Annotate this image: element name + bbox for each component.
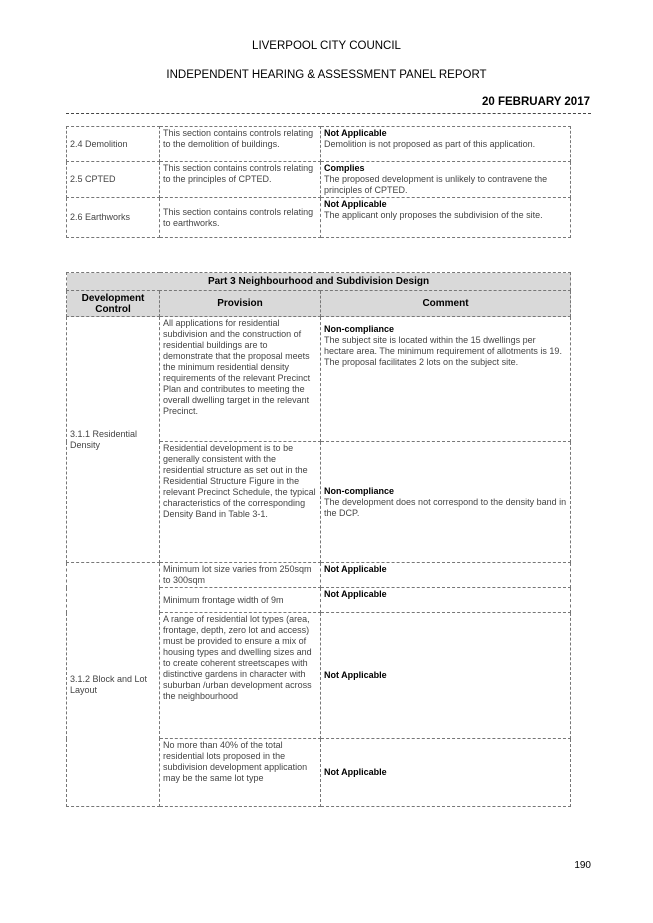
provision-cell: A range of residential lot types (area, frontage, depth, zero lot and access) must be provided to ensure a mix of housing types and dwelling sizes and to create coherent streetscapes with distinctive gardens in character with suburban /urban development across the neighbourhood (160, 613, 321, 739)
page-number: 190 (574, 860, 591, 871)
provision-cell: Minimum frontage width of 9m (160, 588, 321, 613)
control-cell: 3.1.1 Residential Density (67, 317, 160, 563)
header-rule (66, 113, 591, 114)
status-text: Non-compliance (324, 485, 395, 496)
status-text: Complies (324, 163, 365, 173)
comment-cell (321, 127, 571, 162)
report-title: INDEPENDENT HEARING & ASSESSMENT PANEL REPORT (166, 69, 487, 81)
status-text: Not Applicable (321, 739, 571, 807)
control-cell: 2.6 Earthworks (67, 198, 160, 238)
status-text: Not Applicable (321, 563, 571, 588)
column-header: Provision (160, 291, 321, 317)
comment-text: The applicant only proposes the subdivision of the site. (324, 210, 543, 220)
table-row (67, 317, 571, 442)
table-part3 (66, 272, 571, 807)
table-part2 (66, 126, 571, 238)
comment-text: The subject site is located within the 15 dwellings per hectare area. The minimum requirement of allotments is 19. The proposal facilitates 2 lots on the subject site. (324, 335, 562, 367)
control-cell: 2.4 Demolition (67, 127, 160, 162)
table-row (67, 563, 571, 588)
comment-cell (321, 198, 571, 238)
status-text: Not Applicable (321, 588, 571, 613)
comment-cell (321, 442, 571, 563)
comment-text: The development does not correspond to the density band in the DCP. (324, 496, 567, 518)
provision-cell: This section contains controls relating to the demolition of buildings. (160, 127, 321, 162)
table-row (67, 127, 571, 162)
provision-cell: No more than 40% of the total residential lots proposed in the subdivision development application may be the same lot type (160, 739, 321, 807)
status-text: Non-compliance (324, 324, 395, 334)
council-title: LIVERPOOL CITY COUNCIL (252, 40, 401, 52)
column-header: Comment (321, 291, 571, 317)
status-text: Not Applicable (321, 613, 571, 739)
provision-cell: All applications for residential subdivision and the construction of residential buildings are to demonstrate that the proposal meets the minimum residential density requirements of the relevant Precinct Plan and contributes to meeting the overall dwelling target in the relevant Precinct. (160, 317, 321, 442)
status-text: Not Applicable (324, 199, 387, 209)
provision-cell: This section contains controls relating to earthworks. (160, 198, 321, 238)
control-cell: 3.1.2 Block and Lot Layout (67, 563, 160, 807)
provision-cell: Minimum lot size varies from 250sqm to 300sqm (160, 563, 321, 588)
comment-cell (321, 162, 571, 198)
provision-cell: This section contains controls relating to the principles of CPTED. (160, 162, 321, 198)
control-cell: 2.5 CPTED (67, 162, 160, 198)
comment-cell (321, 317, 571, 442)
section-title: Part 3 Neighbourhood and Subdivision Design (67, 273, 571, 291)
table-row (67, 198, 571, 238)
status-text: Not Applicable (324, 128, 387, 138)
comment-text: The proposed development is unlikely to contravene the principles of CPTED. (324, 174, 548, 195)
table-row (67, 162, 571, 198)
column-header: Development Control (67, 291, 160, 317)
provision-cell: Residential development is to be generally consistent with the residential structure as set out in the Residential Structure Figure in the relevant Precinct Schedule, the typical characteristics of the corresponding Density Band in Table 3-1. (160, 442, 321, 563)
comment-text: Demolition is not proposed as part of this application. (324, 139, 536, 149)
report-date: 20 FEBRUARY 2017 (481, 96, 590, 108)
